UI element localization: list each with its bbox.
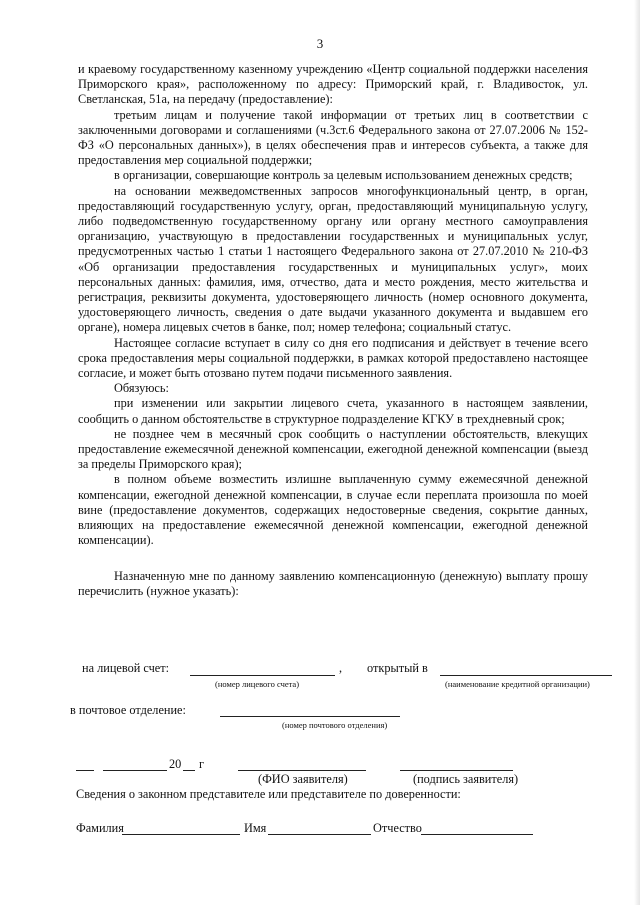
paragraph-obligation-refund: в полном объеме возместить излишне выплаченную сумму ежемесячной денежной компенсации, ежегодной денежной компенсации, в случае если переплата произошла по моей вине (предоставление документов, содержащих недостоверные сведения, сокрытие данных, влияющих на предоставление ежемесячной денежной компенсации, ежегодной денежной компенсации).	[78, 472, 588, 548]
paragraph-obligation-notify: не позднее чем в месячный срок сообщить о наступлении обстоятельств, влекущих предоставление ежемесячной денежной компенсации, ежегодной денежной компенсации (выезд за пределы Приморского края);	[78, 426, 588, 472]
applicant-signature-caption: (подпись заявителя)	[413, 772, 519, 786]
surname-field[interactable]	[122, 834, 240, 835]
paragraph-payment-request: Назначенную мне по данному заявлению компенсационную (денежную) выплату прошу перечислить (нужное указать):	[78, 568, 588, 598]
account-number-field[interactable]	[190, 675, 335, 676]
surname-label: Фамилия	[76, 821, 124, 835]
account-comma: ,	[339, 661, 343, 675]
page-number: 3	[316, 36, 324, 51]
post-office-caption: (номер почтового отделения)	[282, 720, 388, 730]
date-month-field[interactable]	[103, 770, 167, 771]
paragraph-third-parties: третьим лицам и получение такой информации от третьих лиц в соответствии с заключенными договорами и соглашениями (ч.3ст.6 Федерального закона от 27.07.2006 № 152-ФЗ «О персональных данных»), в целях обеспечения прав и интересов субъекта, а также для предоставления мер социальной поддержки;	[78, 107, 588, 168]
applicant-signature-field[interactable]	[400, 770, 513, 771]
name-label: Имя	[244, 821, 267, 835]
paragraph-interagency: на основании межведомственных запросов многофункциональный центр, в орган, предоставляющий государственную услугу, орган, предоставляющий муниципальную услугу, либо подведомственную государственному органу или органу местного самоуправления организацию, участвующую в предоставлении государственных и муниципальных услуг, предусмотренных частью 1 статьи 1 настоящего Федерального закона от 27.07.2010 № 210-ФЗ «Об организации предоставления государственных и муниципальных услуг», моих персональных данных: фамилия, имя, отчество, дата и место рождения, место жительства и регистрация, реквизиты документа, удостоверяющего личность (номер основного документа, удостоверяющего личность, сведения о дате выдачи указанного документа и выдавшем его органе), номера лицевых счетов в банке, пол; номер телефона; социальный статус.	[78, 183, 588, 335]
paragraph-obligations-heading: Обязуюсь:	[114, 381, 169, 396]
opened-in-label: открытый в	[367, 661, 428, 675]
applicant-fio-field[interactable]	[238, 770, 366, 771]
post-office-label: в почтовое отделение:	[70, 703, 186, 717]
date-day-field[interactable]	[76, 770, 94, 771]
post-office-field[interactable]	[220, 716, 400, 717]
representative-title: Сведения о законном представителе или представителе по доверенности:	[76, 787, 461, 801]
date-year-prefix: 20	[169, 757, 182, 771]
paragraph-recipient: и краевому государственному казенному учреждению «Центр социальной поддержки населения Приморского края», расположенному по адресу: Приморский край, г. Владивосток, ул. Светланская, 51а, на передачу (предоставление):	[78, 62, 588, 107]
bank-name-field[interactable]	[440, 675, 612, 676]
document-body	[78, 62, 588, 599]
patronymic-label: Отчество	[373, 821, 422, 835]
bank-name-caption: (наименование кредитной организации)	[445, 679, 590, 689]
paragraph-obligation-account: при изменении или закрытии лицевого счета, указанного в настоящем заявлении, сообщить о данном обстоятельстве в структурное подразделение КГКУ в трехдневный срок;	[78, 396, 588, 426]
patronymic-field[interactable]	[421, 834, 533, 835]
scan-edge-shadow	[634, 0, 640, 905]
applicant-fio-caption: (ФИО заявителя)	[258, 772, 348, 786]
paragraph-consent-term: Настоящее согласие вступает в силу со дня его подписания и действует в течение всего срока предоставления меры социальной поддержки, в рамках которой предоставлено настоящее согласие, и может быть отозвано путем подачи письменного заявления.	[78, 335, 588, 381]
paragraph-control-orgs: в организации, совершающие контроль за целевым использованием денежных средств;	[114, 168, 573, 183]
date-year-field[interactable]	[183, 770, 195, 771]
name-field[interactable]	[268, 834, 371, 835]
account-number-caption: (номер лицевого счета)	[215, 679, 300, 689]
account-label: на лицевой счет:	[82, 661, 170, 675]
date-year-suffix: г	[199, 757, 205, 771]
